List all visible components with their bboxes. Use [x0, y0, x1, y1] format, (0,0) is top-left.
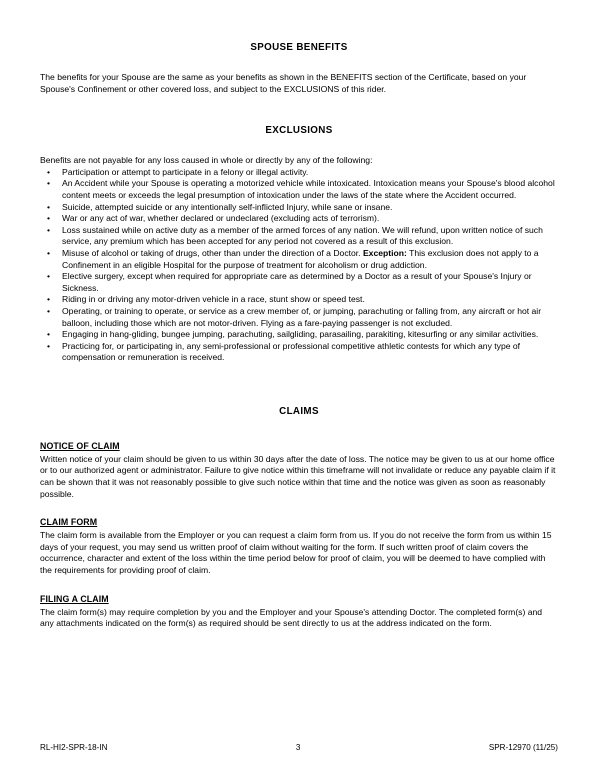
exclusion-item-text: An Accident while your Spouse is operating a motorized vehicle while intoxicated. Intoxication means your Spouse's blood alcohol content meets or exceeds the legal presumption of intoxication under the laws of the state where the Accident occurred.: [62, 178, 555, 200]
bullet-icon: •: [47, 166, 51, 177]
bullet-icon: •: [47, 201, 51, 212]
exclusion-item: [40, 225, 558, 248]
exclusion-item: [40, 329, 558, 341]
claims-section-body: The claim form(s) may require completion by you and the Employer and your Spouse's attending Doctor. The completed form(s) and any attachments indicated on the form(s) as required should be sent directly to us at the address indicated on the form.: [40, 606, 543, 629]
bullet-icon: •: [47, 305, 51, 316]
exclusion-item-text: [62, 248, 539, 270]
exclusions-intro: Benefits are not payable for any loss caused in whole or directly by any of the following:: [40, 155, 373, 166]
bullet-icon: •: [47, 178, 51, 189]
exclusion-item: [40, 271, 558, 294]
exclusion-item-text: War or any act of war, whether declared or undeclared (excluding acts of terrorism).: [62, 213, 380, 224]
exclusion-item: [40, 306, 558, 329]
claims-section-spacer: [40, 577, 558, 589]
spacer-after-exclusions-heading: [40, 137, 558, 155]
exclusion-item: [40, 213, 558, 225]
spacer-before-claims-2: [40, 388, 558, 406]
bullet-icon: •: [47, 224, 51, 235]
exclusion-item-text: Riding in or driving any motor-driven vehicle in a race, stunt show or speed test.: [62, 294, 365, 305]
claims-section: [40, 436, 558, 500]
claims-sections: [40, 436, 558, 630]
spacer-after-spouse-heading: [40, 54, 558, 72]
bullet-icon: •: [47, 294, 51, 305]
exclusion-item-text: Engaging in hang-gliding, bungee jumping, parachuting, sailgliding, parasailing, parakiting, kitesurfing or any similar activities.: [62, 329, 539, 340]
claims-section-body: Written notice of your claim should be given to us within 30 days after the date of loss. The notice may be given to us at our home office or to our authorized agent or administrator. Failure to give notice within this timeframe will not invalidate or reduce any payable claim if it can be shown that it was not reasonably possible to give such notice within that time and the notice was given as soon as reasonably possible.: [40, 453, 556, 499]
bullet-icon: •: [47, 271, 51, 282]
exclusion-item-text: Elective surgery, except when required for appropriate care as determined by a Doctor as a result of your Spouse's Injury or Sickness.: [62, 271, 532, 293]
spacer-after-claims-heading: [40, 418, 558, 436]
exclusion-item-text: Operating, or training to operate, or service as a crew member of, or jumping, parachuting or falling from, any aircraft or hot air balloon, including those which are not motor-driven. Flying as a fare-paying passenger is not excluded.: [62, 305, 542, 328]
claims-section-title: CLAIM FORM: [40, 517, 98, 528]
exclusion-item-text: Loss sustained while on active duty as a member of the armed forces of any nation. We will refund, upon written notice of such service, any premium which has been accepted for any period not covered as a result of this exclusion.: [62, 224, 543, 247]
exclusion-item: [40, 178, 558, 201]
exclusions-heading: EXCLUSIONS: [265, 125, 333, 137]
claims-section: [40, 589, 558, 630]
exclusion-item: [40, 294, 558, 306]
footer-document-code: SPR-12970 (11/25): [488, 743, 558, 752]
bullet-icon: •: [47, 340, 51, 351]
bullet-icon: •: [47, 329, 51, 340]
claims-section-title-row: [40, 436, 558, 454]
exclusion-item-text: Practicing for, or participating in, any semi-professional or professional competitive athletic contests for which any type of compensation or remuneration is received.: [62, 340, 521, 363]
bullet-icon: •: [47, 213, 51, 224]
page-footer: [40, 742, 558, 753]
exclusions-list: [40, 167, 558, 364]
spouse-benefits-paragraph: The benefits for your Spouse are the same as your benefits as shown in the BENEFITS section of the Certificate, based on your Spouse's Confinement or other covered loss, and subject to the EXCLUSIONS of this rider.: [40, 72, 527, 94]
spacer-before-claims: [40, 364, 558, 388]
bullet-icon: •: [47, 247, 51, 258]
exclusion-item: [40, 341, 558, 364]
document-body: [40, 0, 558, 630]
claims-section-title: FILING A CLAIM: [40, 593, 109, 604]
footer-page-number: 3: [295, 743, 301, 752]
claims-section-body: The claim form is available from the Employer or you can request a claim form from us. If you do not receive the form from us within 15 days of your request, you may send us written proof of claim without waiting for the form. If such written proof of claim covers the occurrence, character and extent of the loss within the time period below for proof of claim, you will be deemed to have complied with the requirements for providing proof of claim.: [40, 530, 552, 576]
claims-section-title-row: [40, 589, 558, 607]
exclusion-item-text: Suicide, attempted suicide or any intentionally self-inflicted Injury, while sane or insane.: [62, 201, 393, 212]
claims-section: [40, 512, 558, 576]
exclusion-text-after: This exclusion does not apply to a Confinement in an eligible Hospital for the purpose of treatment for alcoholism or drug addiction.: [62, 247, 539, 270]
exclusion-item: [40, 248, 558, 271]
exclusion-exception-label: Exception:: [362, 247, 407, 258]
claims-section-title-row: [40, 512, 558, 530]
spacer-top: [40, 0, 558, 24]
claims-heading: CLAIMS: [279, 405, 319, 417]
claims-section-title: NOTICE OF CLAIM: [40, 440, 120, 451]
exclusion-text-before: Misuse of alcohol or taking of drugs, other than under the direction of a Doctor.: [62, 247, 363, 258]
exclusion-item: [40, 202, 558, 214]
exclusion-item: [40, 167, 558, 179]
spacer-before-exclusions: [40, 95, 558, 119]
spacer-top-2: [40, 24, 558, 42]
footer-form-number: RL-HI2-SPR-18-IN: [40, 743, 108, 752]
claims-section-spacer: [40, 500, 558, 512]
spouse-benefits-heading: SPOUSE BENEFITS: [250, 42, 348, 53]
exclusion-item-text: Participation or attempt to participate in a felony or illegal activity.: [62, 166, 309, 177]
